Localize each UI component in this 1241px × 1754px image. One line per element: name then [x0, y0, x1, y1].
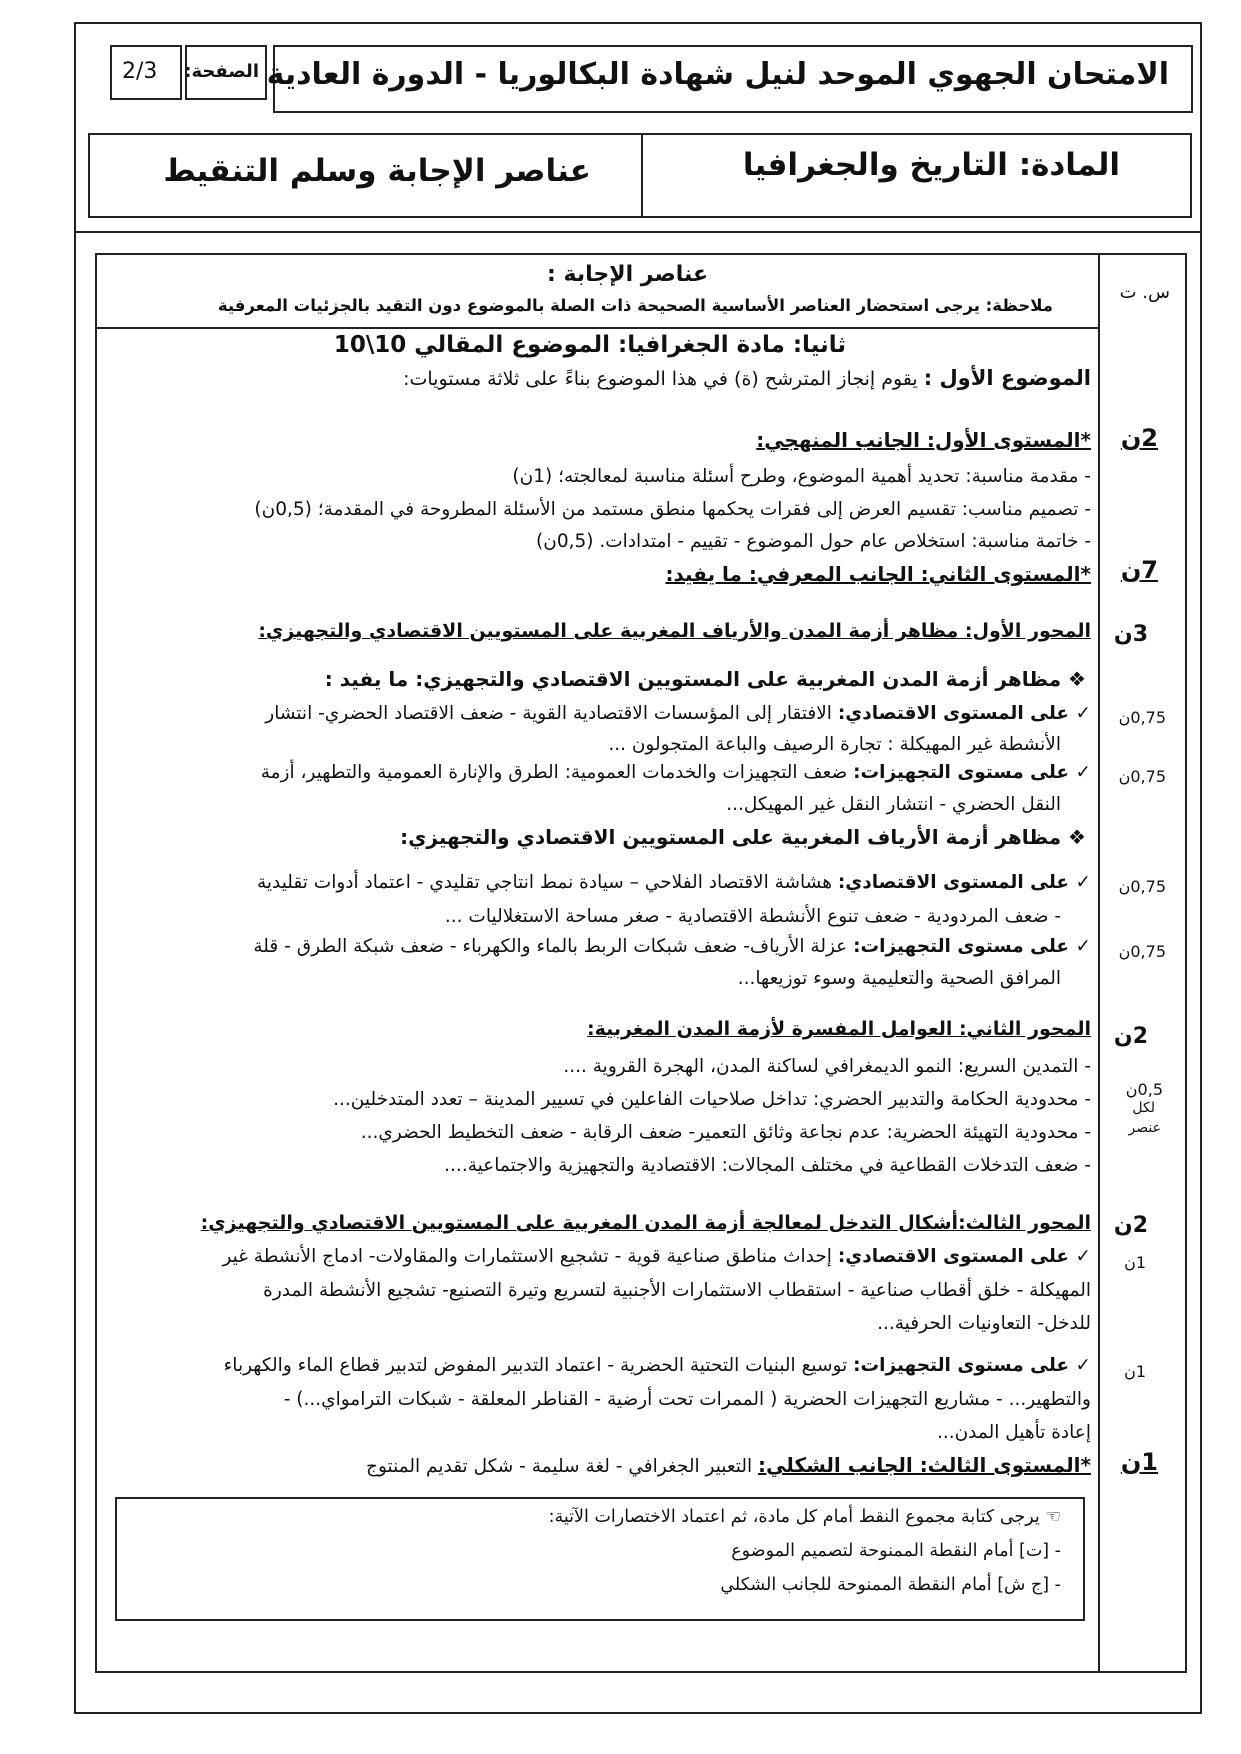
axis1-r1-cont: - ضعف المردودية - ضعف تنوع الأنشطة الاقتصادية - صغر مساحة الاستغلاليات ...: [444, 906, 1061, 927]
axis1-r1-label: ✓ على المستوى الاقتصادي:: [837, 872, 1091, 893]
axis3-e1-mark: 1ن: [1124, 1253, 1146, 1272]
header-divider: [76, 231, 1200, 233]
axis2-item: - التمدين السريع: النمو الديمغرافي لساكنة المدن، الهجرة القروية ....: [563, 1056, 1091, 1077]
subject-heading: [743, 147, 1120, 183]
axis3-e1-text: إحداث مناطق صناعية قوية - تشجيع الاستثمارات والمقاولات- ادماج الأنشطة غير: [222, 1246, 832, 1267]
axis1-c2-label: ✓ على مستوى التجهيزات:: [853, 762, 1091, 783]
axis3-e1-cont: المهيكلة - خلق أقطاب صناعية - استقطاب الاستثمارات الأجنبية لتسريع وتيرة التصنيع- تشجيع الأنشطة المدرة: [263, 1280, 1091, 1301]
axis1-c2-mark: 0,75ن: [1118, 767, 1166, 786]
marks-column-header: س. ت: [1119, 282, 1170, 303]
axis3-e2-cont: إعادة تأهيل المدن...: [936, 1422, 1091, 1443]
axis1-r2-label: ✓ على مستوى التجهيزات:: [853, 936, 1091, 957]
page-label-box: [185, 45, 267, 100]
axis3-e1-cont: للدخل- التعاونيات الحرفية...: [877, 1313, 1091, 1334]
topic-label: الموضوع الأول :: [923, 366, 1091, 390]
axis3-e2-text: توسيع البنيات التحتية الحضرية - اعتماد التدبير المفوض لتدبير قطاع الماء والكهرباء: [223, 1355, 848, 1376]
axis2-side-mark: 0,5ن: [1125, 1080, 1163, 1099]
answers-title: عناصر الإجابة :: [547, 262, 708, 287]
level3-line: [366, 1453, 1091, 1477]
axis1-r2-mark: 0,75ن: [1118, 942, 1166, 961]
subject-label: المادة:: [1018, 147, 1120, 183]
page-label: الصفحة:: [184, 61, 259, 82]
footnote-lead: ☜ يرجى كتابة مجموع النقط أمام كل مادة، ثم اعتماد الاختصارات الآتية:: [548, 1507, 1061, 1527]
section-title: ثانيا: مادة الجغرافيا: الموضوع المقالي 10\10: [333, 332, 846, 358]
answer-title-box: [88, 133, 643, 218]
axis3-e1-label: ✓ على المستوى الاقتصادي:: [837, 1246, 1091, 1267]
page-number-box: [110, 45, 182, 100]
axis1-r2-cont: المرافق الصحية والتعليمية وسوء توزيعها...: [737, 968, 1061, 989]
level1-item: - خاتمة مناسبة: استخلاص عام حول الموضوع - تقييم - امتدادات. (0,5ن): [536, 531, 1091, 552]
axis1-c1-label: ✓ على المستوى الاقتصادي:: [837, 703, 1091, 724]
axis1-c2-cont: النقل الحضري - انتشار النقل غير المهيكل...: [726, 794, 1061, 815]
axis2-item: - محدودية التهيئة الحضرية: عدم نجاعة وثائق التعمير- ضعف الرقابة - ضعف التخطيط الحضري...: [360, 1122, 1091, 1143]
footnote-box: [115, 1497, 1085, 1621]
axis1-c2-line: [261, 762, 1091, 783]
level3-title: *المستوى الثالث: الجانب الشكلي:: [758, 1453, 1091, 1477]
level3-text: التعبير الجغرافي - لغة سليمة - شكل تقديم المنتوج: [366, 1456, 753, 1477]
footnote-line: - [ج ش] أمام النقطة الممنوحة للجانب الشكلي: [720, 1575, 1061, 1595]
axis2-side-mark: لكل: [1132, 1100, 1155, 1116]
axis2-side-mark: عنصر: [1128, 1120, 1161, 1136]
level1-title: *المستوى الأول: الجانب المنهجي:: [756, 428, 1091, 452]
axis3-e2-line: [224, 1355, 1091, 1376]
axis1-mark: 3ن: [1113, 622, 1148, 647]
axis3-e2-label: ✓ على مستوى التجهيزات:: [853, 1355, 1091, 1376]
answer-title: عناصر الإجابة وسلم التنقيط: [163, 153, 591, 189]
axis2-item: - ضعف التدخلات القطاعية في مختلف المجالات: الاقتصادية والتجهيزية والاجتماعية....: [444, 1155, 1091, 1176]
axis1-c1-line: [265, 703, 1091, 724]
level2-title: *المستوى الثاني: الجانب المعرفي: ما يفيد:: [665, 562, 1091, 586]
level1-item: - تصميم مناسب: تقسيم العرض إلى فقرات يحكمها منطق مستمد من الأسئلة المطروحة في المقدمة؛ (0,5ن): [254, 499, 1091, 520]
level1-item: - مقدمة مناسبة: تحديد أهمية الموضوع، وطرح أسئلة مناسبة لمعالجته؛ (1ن): [512, 466, 1091, 487]
axis2-title: المحور الثاني: العوامل المفسرة لأزمة المدن المغربية:: [587, 1018, 1091, 1040]
axis1-r2-text: عزلة الأرياف- ضعف شبكات الربط بالماء والكهرباء - ضعف شبكة الطرق - قلة: [253, 936, 848, 957]
axis1-cities-heading: ❖ مظاهر أزمة المدن المغربية على المستويين الاقتصادي والتجهيزي: ما يفيد :: [324, 667, 1086, 691]
axis1-c1-mark: 0,75ن: [1118, 708, 1166, 727]
axis1-c1-cont: الأنشطة غير المهيكلة : تجارة الرصيف والباعة المتجولون ...: [608, 734, 1061, 755]
axis1-r1-mark: 0,75ن: [1118, 877, 1166, 896]
exam-title-box: [266, 45, 1193, 113]
topic-text: يقوم إنجاز المترشح (ة) في هذا الموضوع بناءً على ثلاثة مستويات:: [403, 368, 918, 390]
level3-mark: 1ن: [1120, 1448, 1158, 1476]
level2-mark: 7ن: [1120, 556, 1158, 584]
axis2-mark: 2ن: [1113, 1024, 1148, 1049]
axis2-item: - محدودية الحكامة والتدبير الحضري: تداخل صلاحيات الفاعلين في تسيير المدينة – تعدد المتدخلين...: [333, 1089, 1091, 1110]
axis1-r2-line: [253, 936, 1091, 957]
axis3-title: المحور الثالث:أشكال التدخل لمعالجة أزمة المدن المغربية على المستويين الاقتصادي والتجهيزي:: [200, 1212, 1091, 1234]
axis1-c1-text: الافتقار إلى المؤسسات الاقتصادية القوية - ضعف الاقتصاد الحضري- انتشار: [265, 703, 832, 724]
axis3-mark: 2ن: [1113, 1213, 1148, 1238]
note: ملاحظة: يرجى استحضار العناصر الأساسية الصحيحة ذات الصلة بالموضوع دون التقيد بالجزئيات المعرفية: [217, 296, 1053, 315]
title-row-divider: [95, 327, 1099, 329]
subject-value: التاريخ والجغرافيا: [742, 147, 1008, 183]
page-number: 2/3: [122, 59, 158, 84]
axis1-title: المحور الأول: مظاهر أزمة المدن والأرياف المغربية على المستويين الاقتصادي والتجهيزي:: [258, 620, 1091, 642]
axis1-r1-text: هشاشة الاقتصاد الفلاحي – سيادة نمط انتاجي تقليدي - اعتماد أدوات تقليدية: [256, 872, 832, 893]
axis3-e2-cont: والتطهير... - مشاريع التجهيزات الحضرية ( الممرات تحت أرضية - القناطر المعلقة - شبكات الترامواي...) -: [283, 1389, 1091, 1410]
axis3-e1-line: [222, 1246, 1091, 1267]
axis3-e2-mark: 1ن: [1124, 1362, 1146, 1381]
footnote-line: - [ت] أمام النقطة الممنوحة لتصميم الموضوع: [731, 1541, 1061, 1561]
subject-box: [641, 133, 1192, 218]
axis1-c2-text: ضعف التجهيزات والخدمات العمومية: الطرق والإنارة العمومية والتطهير، أزمة: [260, 762, 848, 783]
level1-mark: 2ن: [1120, 424, 1158, 452]
marks-column-divider: [1098, 253, 1100, 1673]
topic-line: [403, 366, 1091, 390]
axis1-r1-line: [257, 872, 1091, 893]
exam-title: الامتحان الجهوي الموحد لنيل شهادة البكالوريا - الدورة العادية: [266, 57, 1169, 92]
axis1-rural-heading: ❖ مظاهر أزمة الأرياف المغربية على المستويين الاقتصادي والتجهيزي:: [400, 825, 1086, 849]
